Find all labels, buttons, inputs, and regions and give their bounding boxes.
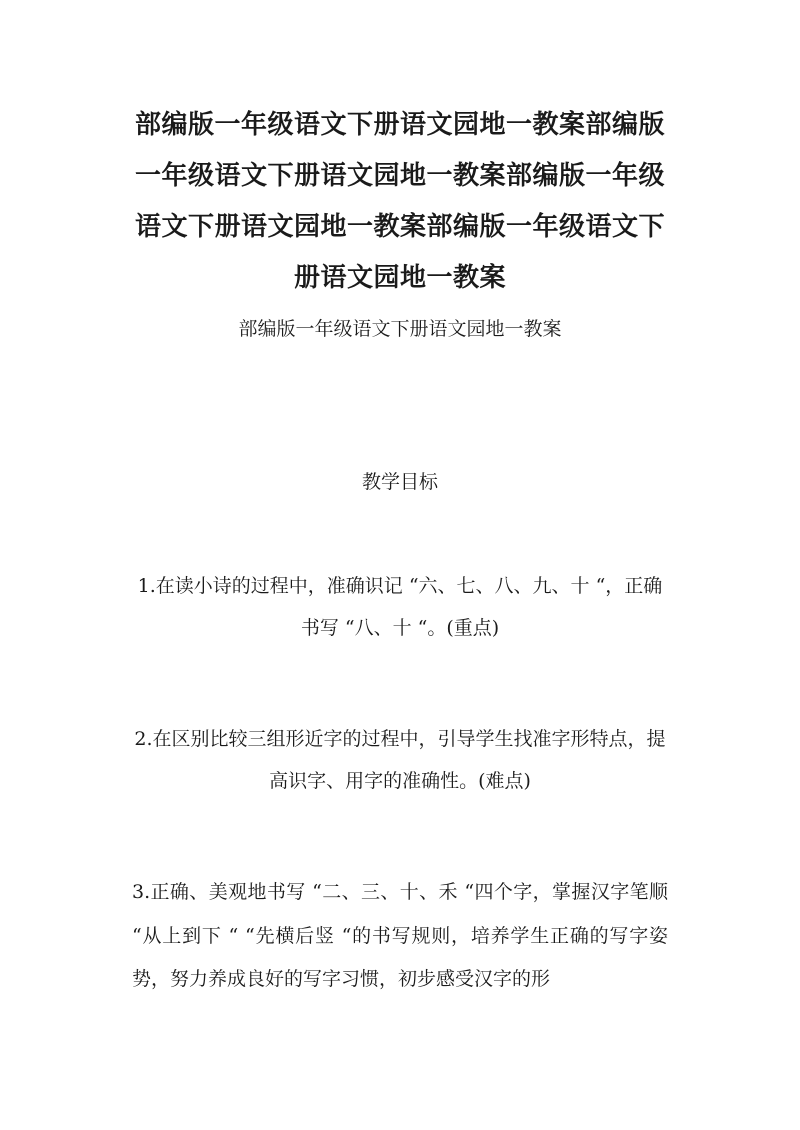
section-heading: 教学目标 (361, 471, 438, 493)
objective-item: 2.在区别比较三组形近字的过程中，引导学生找准字形特点，提高识字、用字的准确性。(难点) (134, 728, 666, 792)
objective-item: 1.在读小诗的过程中，准确识记 “六、七、八、九、十 “，正确书写 “八、十 “。(重点) (137, 575, 663, 639)
document-title: 部编版一年级语文下册语文园地一教案部编版一年级语文下册语文园地一教案部编版一年级语文下册语文园地一教案部编版一年级语文下册语文园地一教案 (134, 110, 665, 293)
document-subtitle: 部编版一年级语文下册语文园地一教案 (238, 318, 562, 340)
objective-item: 3.正确、美观地书写 “二、三、十、禾 “四个字，掌握汉字笔顺 “从上到下 “ “先横后竖 “的书写规则，培养学生正确的写字姿势，努力养成良好的写字习惯，初步感受汉字的形 (132, 881, 668, 990)
